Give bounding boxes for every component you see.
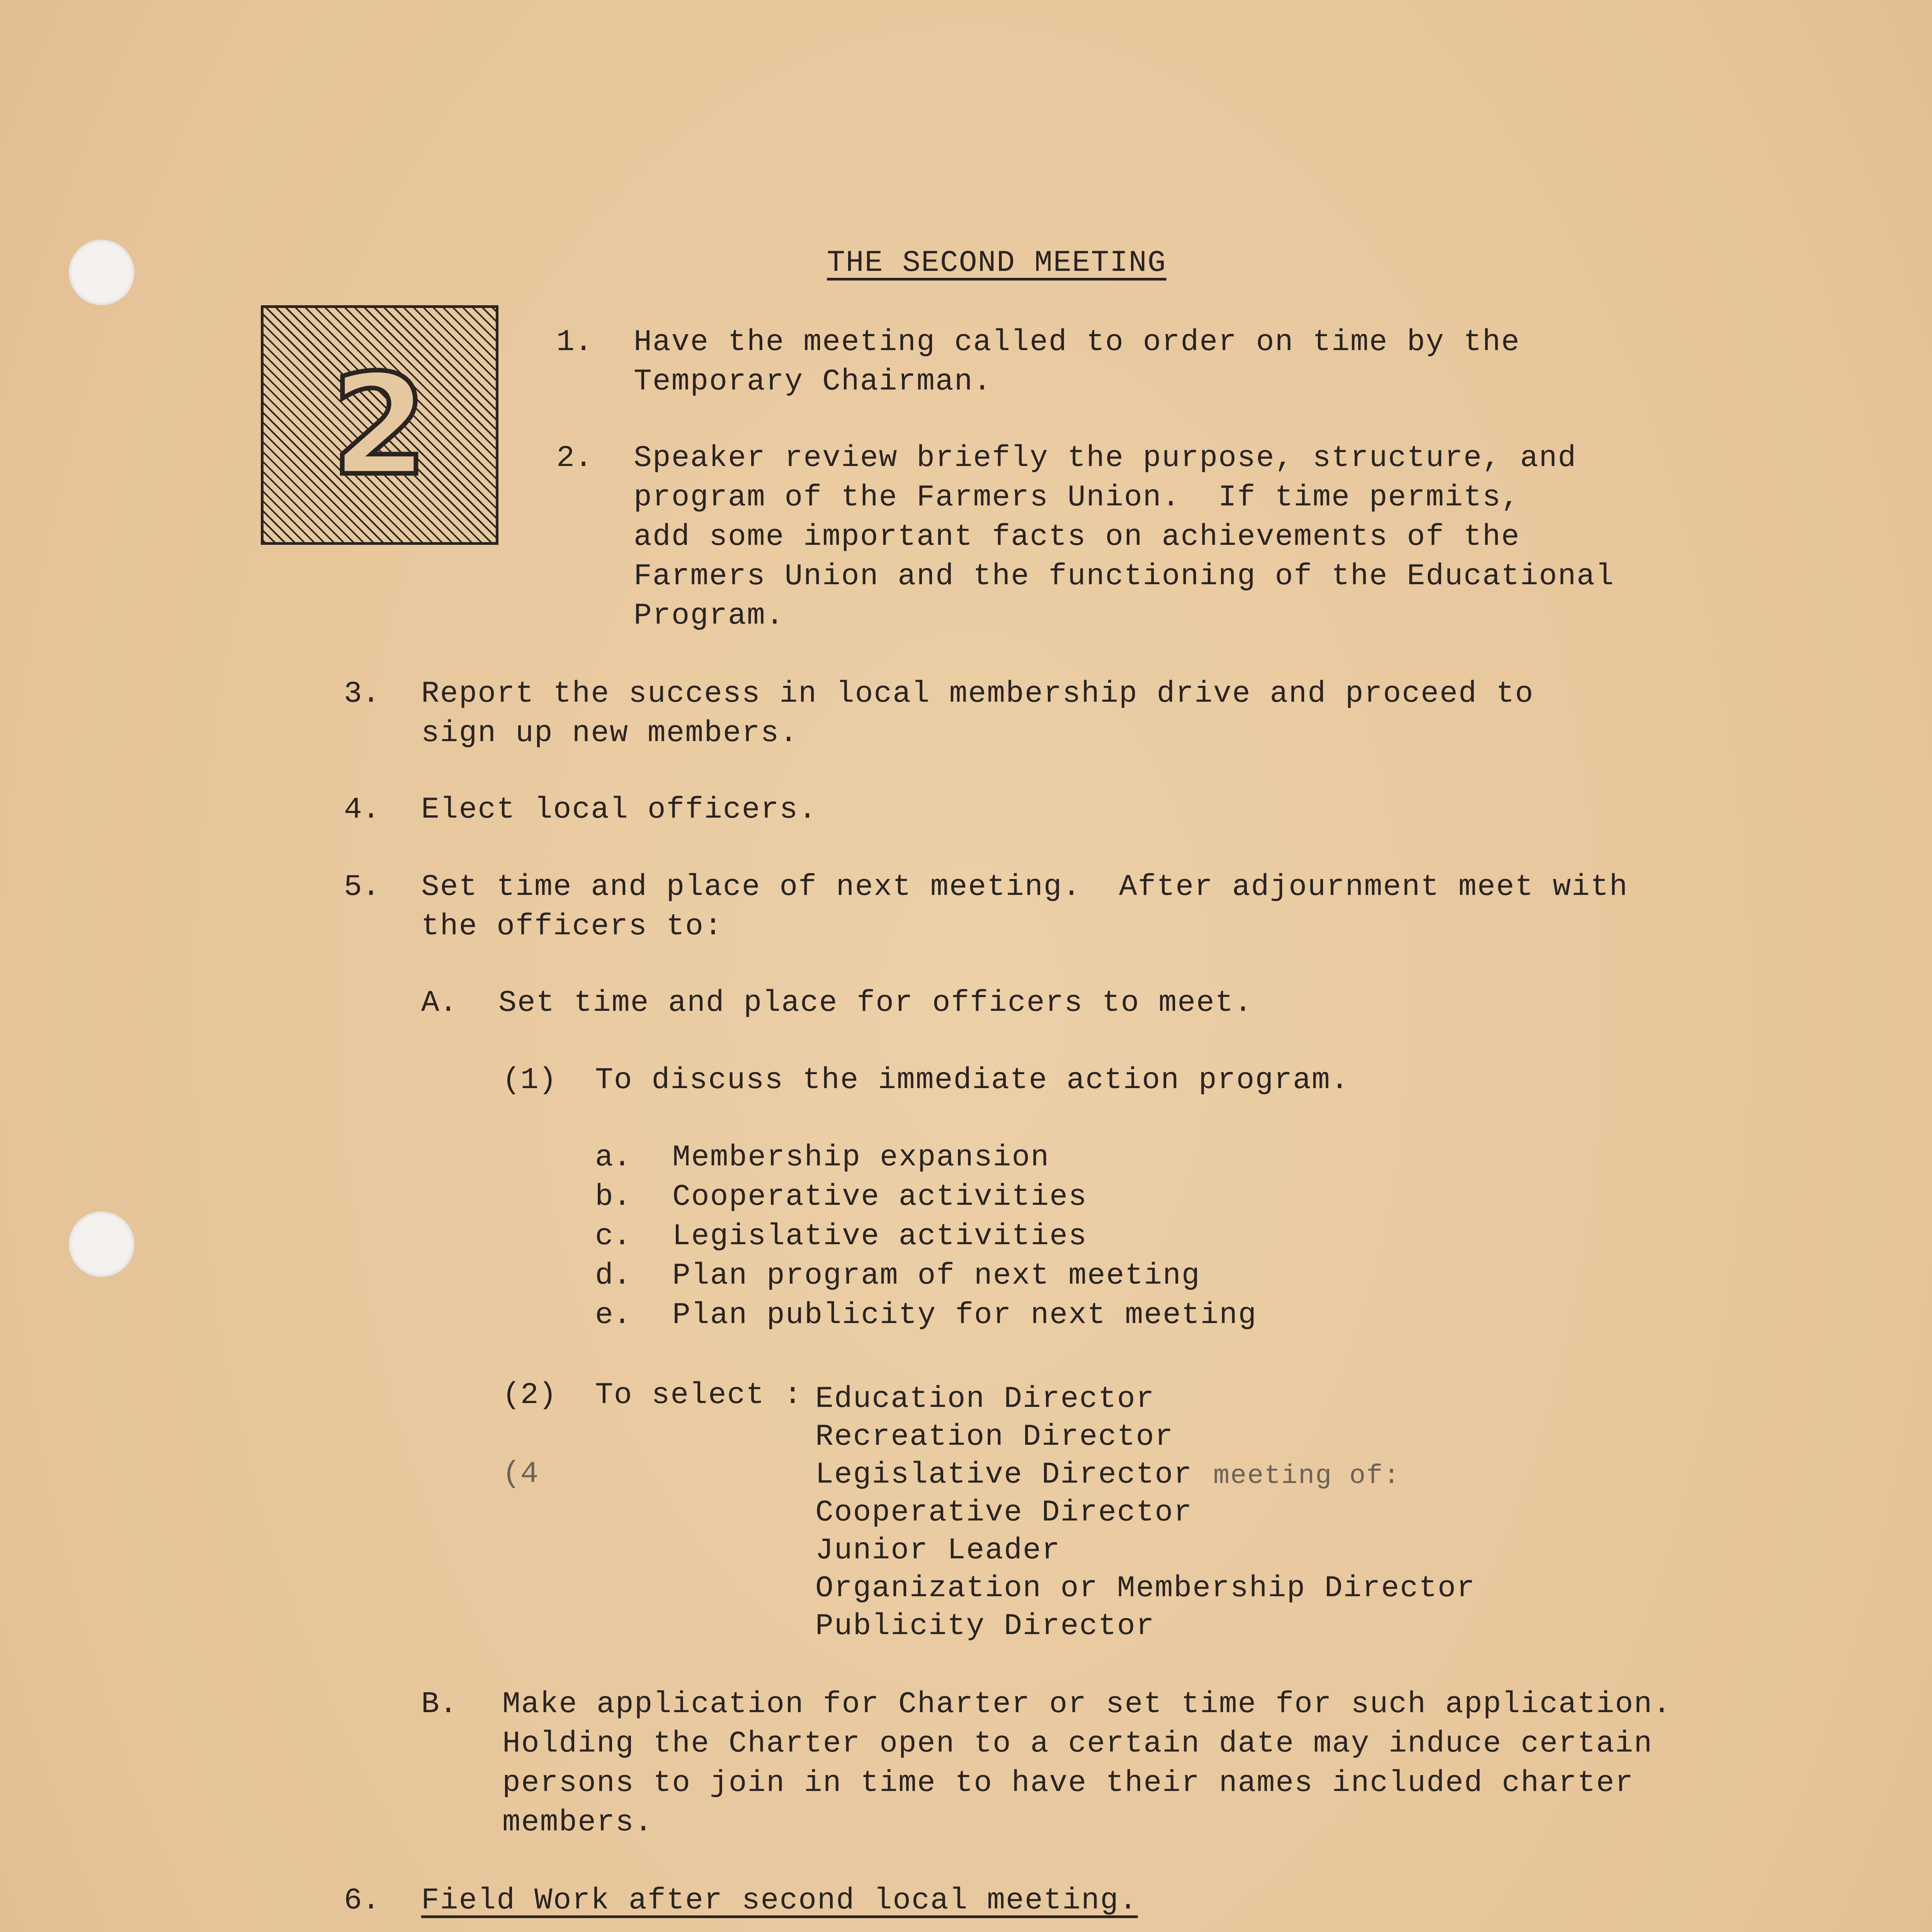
action-d-text: Plan program of next meeting xyxy=(672,1259,1201,1293)
meeting-number-badge xyxy=(261,305,498,545)
action-b-label: b. xyxy=(595,1180,631,1214)
sub-b-line-3: persons to join in time to have their names included charter xyxy=(502,1766,1634,1800)
director-education: Education Director xyxy=(815,1382,1155,1416)
director-cooperative: Cooperative Director xyxy=(815,1496,1193,1530)
item-4-number: 4. xyxy=(344,793,380,827)
director-junior-leader: Junior Leader xyxy=(815,1534,1061,1568)
sub-a2-aside-label: (4 xyxy=(502,1457,539,1491)
action-e-text: Plan publicity for next meeting xyxy=(672,1298,1257,1332)
action-e-label: e. xyxy=(595,1298,631,1332)
director-recreation: Recreation Director xyxy=(815,1420,1174,1454)
item-3-number: 3. xyxy=(344,677,380,711)
action-c-text: Legislative activities xyxy=(672,1219,1087,1253)
item-5-line-2: the officers to: xyxy=(421,910,723,944)
director-organization: Organization or Membership Director xyxy=(815,1571,1476,1605)
badge-digit: 2 xyxy=(331,344,428,506)
item-1-number: 1. xyxy=(556,325,593,359)
sub-b-line-2: Holding the Charter open to a certain date may induce certain xyxy=(502,1727,1653,1761)
sub-a2-text: To select : xyxy=(595,1378,803,1412)
item-2-line-2: program of the Farmers Union. If time permits, xyxy=(634,481,1520,515)
sub-b-line-4: members. xyxy=(502,1806,653,1840)
item-2-line-3: add some important facts on achievements of the xyxy=(634,520,1520,554)
sub-a-text: Set time and place for officers to meet. xyxy=(498,986,1253,1020)
punch-hole-top xyxy=(69,240,134,305)
item-1-line-2: Temporary Chairman. xyxy=(634,365,992,399)
item-3-line-2: sign up new members. xyxy=(421,716,799,750)
item-3-line-1: Report the success in local membership drive and proceed to xyxy=(421,677,1534,711)
page-title: THE SECOND MEETING xyxy=(827,246,1167,280)
item-5-line-1: Set time and place of next meeting. After adjournment meet with xyxy=(421,870,1628,904)
item-1-line-1: Have the meeting called to order on time by the xyxy=(634,325,1520,359)
sub-a-label: A. xyxy=(421,986,457,1020)
director-publicity: Publicity Director xyxy=(815,1609,1155,1643)
director-legislative: Legislative Director xyxy=(815,1458,1193,1492)
sub-a1-text: To discuss the immediate action program. xyxy=(595,1063,1350,1097)
item-2-line-5: Program. xyxy=(634,599,785,633)
action-b-text: Cooperative activities xyxy=(672,1180,1087,1214)
item-2-line-1: Speaker review briefly the purpose, structure, and xyxy=(634,441,1577,475)
item-6-text: Field Work after second local meeting. xyxy=(421,1884,1138,1918)
sub-b-line-1: Make application for Charter or set time for such application. xyxy=(502,1687,1672,1721)
item-4-line-1: Elect local officers. xyxy=(421,793,817,827)
action-a-text: Membership expansion xyxy=(672,1141,1050,1175)
action-a-label: a. xyxy=(595,1141,631,1175)
action-c-label: c. xyxy=(595,1219,631,1253)
sub-a2-aside-text: meeting of: xyxy=(1213,1461,1401,1492)
sub-b-label: B. xyxy=(421,1687,457,1721)
sub-a1-label: (1) xyxy=(502,1063,557,1097)
item-5-number: 5. xyxy=(344,870,380,904)
item-2-number: 2. xyxy=(556,441,593,475)
sub-a2-label: (2) xyxy=(502,1378,557,1412)
action-d-label: d. xyxy=(595,1259,631,1293)
item-6-number: 6. xyxy=(344,1884,380,1918)
punch-hole-middle xyxy=(69,1211,134,1277)
item-2-line-4: Farmers Union and the functioning of the Educational xyxy=(634,560,1614,594)
